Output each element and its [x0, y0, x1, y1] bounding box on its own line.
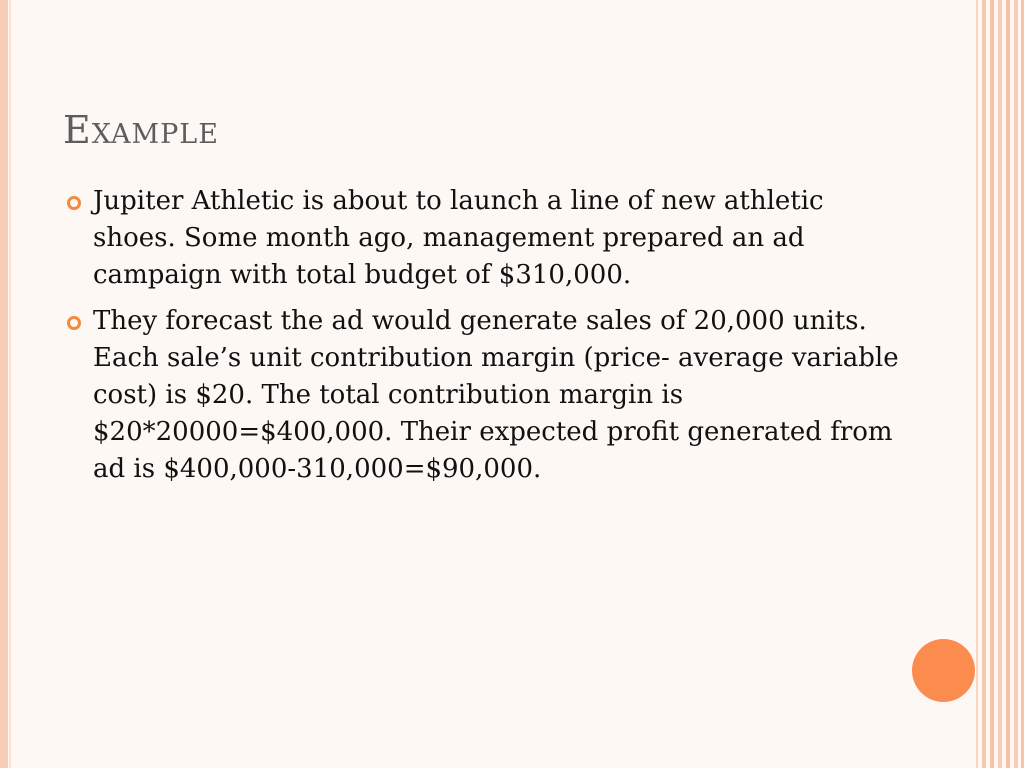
bullet-item [64, 183, 904, 294]
right-stripe [982, 0, 986, 768]
bullet-list [64, 183, 904, 497]
orange-circle-icon [912, 639, 975, 702]
right-stripe [1006, 0, 1010, 768]
right-stripe [998, 0, 1002, 768]
slide-title: Example [63, 108, 219, 152]
left-border-inner [9, 0, 11, 768]
right-stripe [1014, 0, 1018, 768]
right-stripe [990, 0, 994, 768]
bullet-circle-icon [67, 316, 81, 330]
left-border [0, 0, 8, 768]
bullet-text: Jupiter Athletic is about to launch a line of new athletic shoes. Some month ago, management prepared an ad campaign with total budget of $310,000. [93, 186, 824, 290]
right-border-stripes [972, 0, 1024, 768]
right-stripe [976, 0, 978, 768]
bullet-circle-icon [67, 196, 81, 210]
bullet-item [64, 303, 904, 488]
bullet-text: They forecast the ad would generate sales of 20,000 units. Each sale’s unit contribution margin (price- average variable cost) is $20. The total contribution margin is $20*20000=$400,000. Their expected profit generated from ad is $400,000-310,000=$90,000. [93, 306, 899, 484]
